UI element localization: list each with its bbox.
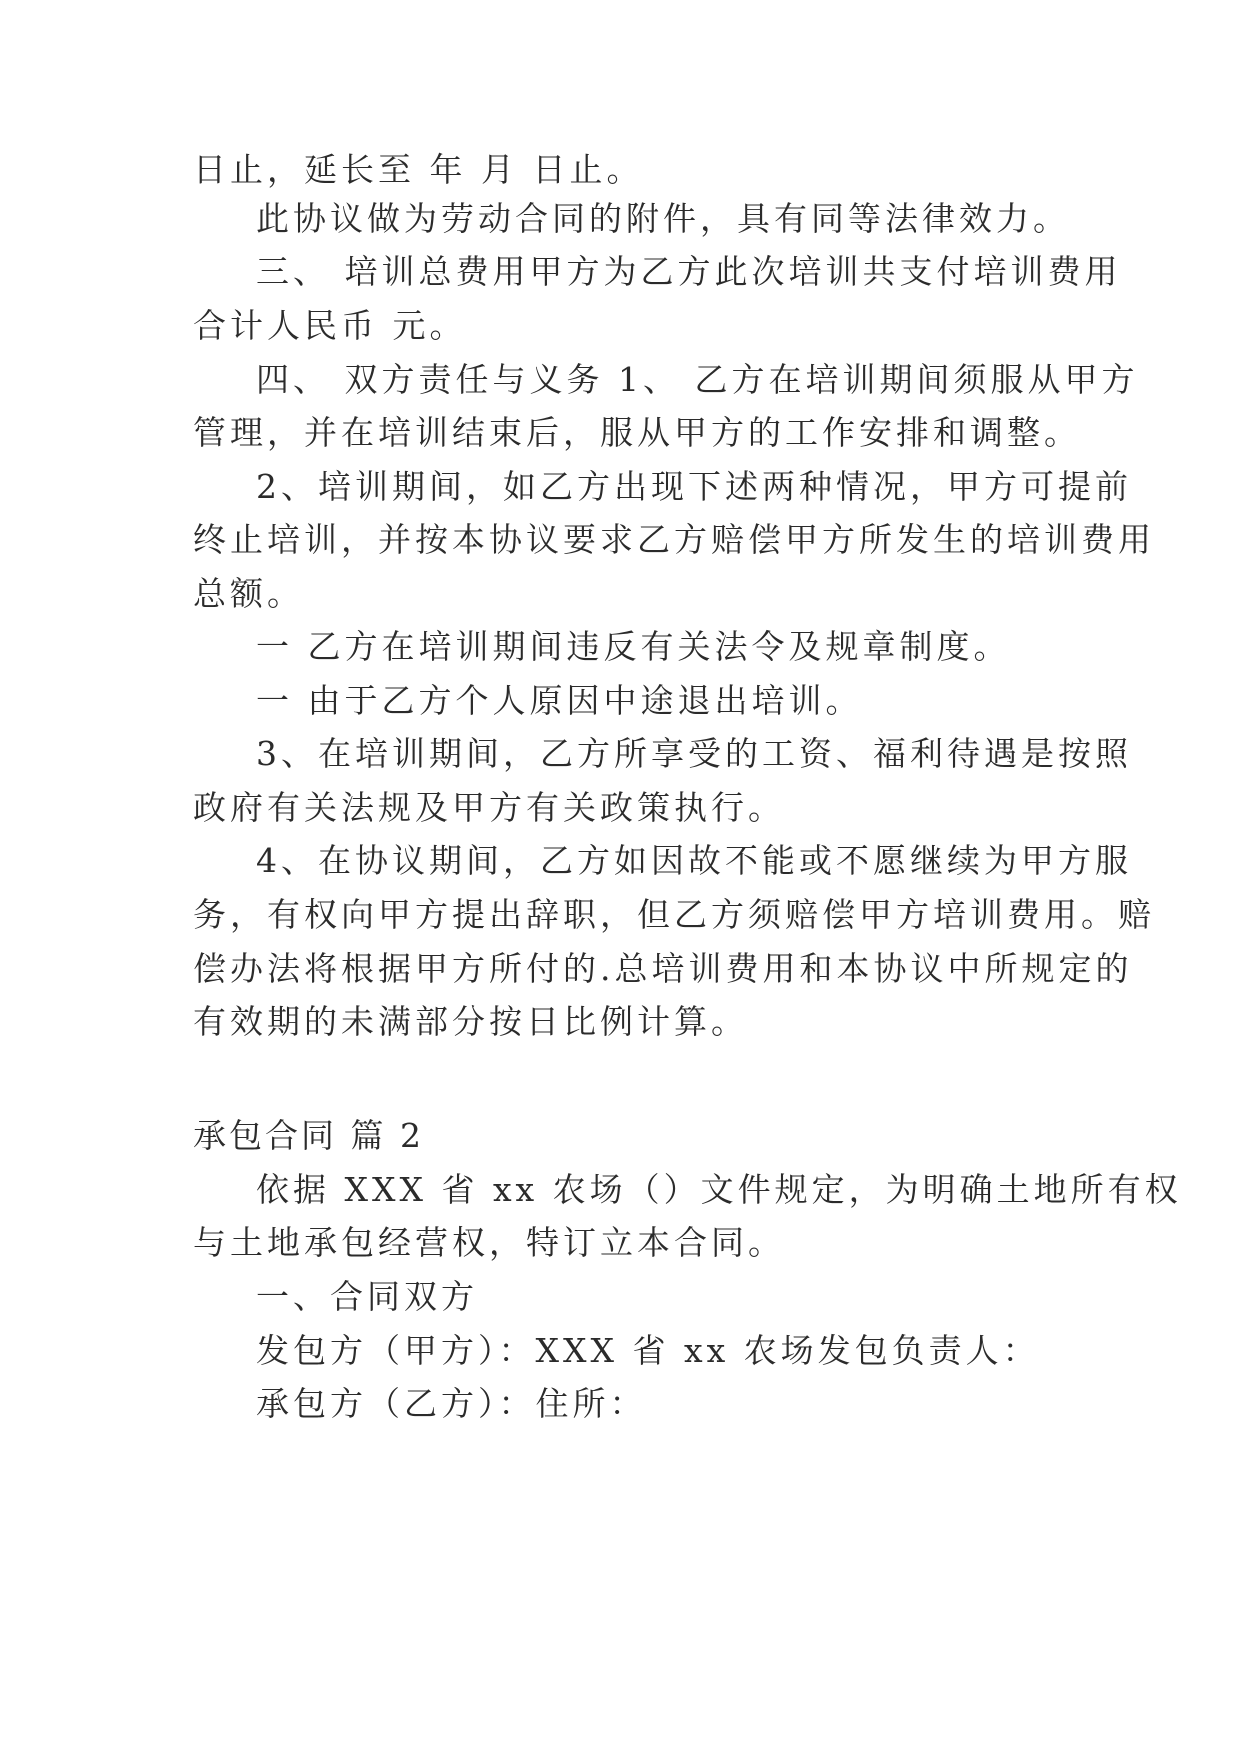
text-line: 总额。 [193, 574, 304, 613]
text-line: 一 由于乙方个人原因中途退出培训。 [256, 681, 863, 720]
text-line: 依据 XXX 省 xx 农场（）文件规定，为明确土地所有权 [256, 1170, 1182, 1209]
text-line: 承包方（乙方）：住所： [256, 1384, 647, 1423]
text-line: 发包方（甲方）：XXX 省 xx 农场发包负责人： [256, 1331, 1040, 1370]
text-line: 三、 培训总费用甲方为乙方此次培训共支付培训费用 [256, 252, 1122, 291]
text-line: 2、培训期间，如乙方出现下述两种情况，甲方可提前 [256, 467, 1132, 506]
text-line: 政府有关法规及甲方有关政策执行。 [193, 788, 785, 827]
text-line: 与土地承包经营权，特订立本合同。 [193, 1223, 785, 1262]
text-line: 务，有权向甲方提出辞职，但乙方须赔偿甲方培训费用。赔 [193, 895, 1155, 934]
text-line: 终止培训，并按本协议要求乙方赔偿甲方所发生的培训费用 [193, 520, 1155, 559]
text-line: 四、 双方责任与义务 1、 乙方在培训期间须服从甲方 [256, 360, 1139, 399]
text-line: 日止，延长至 年 月 日止。 [193, 150, 644, 189]
text-line: 一 乙方在培训期间违反有关法令及规章制度。 [256, 627, 1011, 666]
text-line: 管理，并在培训结束后，服从甲方的工作安排和调整。 [193, 413, 1081, 452]
text-line: 此协议做为劳动合同的附件，具有同等法律效力。 [256, 199, 1070, 238]
section-heading: 承包合同 篇 2 [193, 1116, 424, 1155]
text-line: 4、在协议期间，乙方如因故不能或不愿继续为甲方服 [256, 841, 1132, 880]
text-line: 一、合同双方 [256, 1277, 478, 1316]
text-line: 有效期的未满部分按日比例计算。 [193, 1002, 748, 1041]
text-line: 合计人民币 元。 [193, 306, 467, 345]
text-line: 偿办法将根据甲方所付的.总培训费用和本协议中所规定的 [193, 949, 1133, 988]
text-line: 3、在培训期间，乙方所享受的工资、福利待遇是按照 [256, 734, 1132, 773]
